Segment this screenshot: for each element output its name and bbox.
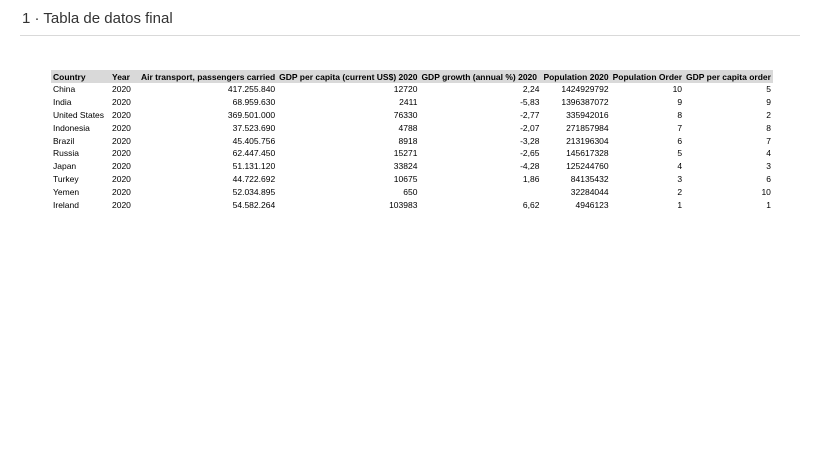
cell-country: Ireland [53, 199, 79, 210]
column-header-population-order: Population Order [612, 71, 683, 82]
cell-gdp-growth: 1,86 [522, 173, 540, 184]
cell-air-transport: 37.523.690 [232, 122, 276, 133]
cell-gdp-per-capita-order: 9 [766, 97, 771, 108]
cell-gdp-per-capita-order: 1 [766, 199, 771, 210]
cell-air-transport: 54.582.264 [232, 199, 276, 210]
cell-gdp-per-capita: 2411 [399, 97, 418, 108]
cell-country: India [53, 97, 72, 108]
cell-gdp-per-capita-order: 2 [766, 109, 771, 120]
cell-air-transport: 68.959.630 [232, 97, 276, 108]
cell-population-order: 3 [677, 173, 683, 184]
cell-gdp-per-capita: 76330 [393, 109, 418, 120]
cell-population-order: 4 [677, 161, 683, 172]
cell-country: Yemen [53, 186, 80, 197]
cell-air-transport: 52.034.895 [232, 186, 276, 197]
cell-population: 32284044 [570, 186, 609, 197]
cell-gdp-growth: -3,28 [520, 135, 540, 146]
cell-gdp-per-capita: 10675 [393, 173, 418, 184]
column-header-year: Year [110, 70, 139, 83]
cell-gdp-per-capita-order: 7 [766, 135, 771, 146]
table-row [51, 173, 773, 186]
column-header-country: Country [51, 70, 110, 83]
cell-population-order: 10 [672, 84, 683, 95]
cell-country: United States [53, 109, 105, 120]
cell-year: 2020 [112, 199, 131, 210]
column-header-gdp-per-capita: GDP per capita (current US$) 2020 [279, 71, 418, 82]
cell-gdp-per-capita-order: 3 [766, 161, 771, 172]
cell-gdp-per-capita: 8918 [398, 135, 418, 146]
column-header-population: Population 2020 [543, 71, 609, 82]
cell-gdp-per-capita-order: 4 [766, 148, 771, 159]
cell-year: 2020 [112, 173, 131, 184]
cell-gdp-per-capita: 15271 [393, 148, 418, 159]
column-header-gdp-growth: GDP growth (annual %) 2020 [419, 70, 541, 83]
cell-gdp-growth: 2,24 [522, 84, 540, 95]
cell-country: Indonesia [53, 122, 90, 133]
cell-country: Turkey [53, 173, 79, 184]
cell-year: 2020 [112, 186, 131, 197]
cell-population-order: 7 [677, 122, 683, 133]
cell-population-order: 6 [677, 135, 683, 146]
cell-population: 271857984 [566, 122, 609, 133]
cell-population: 1424929792 [561, 84, 609, 95]
column-header-air-transport: Air transport, passengers carried [141, 71, 276, 82]
cell-gdp-per-capita-order: 10 [761, 186, 771, 197]
cell-year: 2020 [112, 148, 131, 159]
cell-population: 84135432 [570, 173, 609, 184]
header-divider [20, 35, 800, 36]
table-row [51, 185, 773, 198]
cell-population: 125244760 [566, 161, 609, 172]
cell-air-transport: 45.405.756 [232, 135, 276, 146]
column-header-gdp-per-capita-order: GDP per capita order [686, 71, 771, 82]
table-row [51, 109, 773, 122]
cell-gdp-per-capita-order: 8 [766, 122, 771, 133]
table-row [51, 147, 773, 160]
cell-country: Brazil [53, 135, 75, 146]
table-row [51, 198, 773, 211]
cell-gdp-per-capita: 33824 [393, 161, 418, 172]
cell-year: 2020 [112, 122, 131, 133]
cell-gdp-growth: 6,62 [522, 199, 540, 210]
cell-year: 2020 [112, 135, 131, 146]
cell-gdp-growth: -2,65 [520, 148, 540, 159]
cell-population-order: 2 [677, 186, 683, 197]
cell-gdp-per-capita: 12720 [393, 84, 418, 95]
cell-air-transport: 44.722.692 [232, 173, 276, 184]
cell-air-transport: 51.131.120 [232, 161, 276, 172]
cell-gdp-growth: -2,07 [520, 122, 540, 133]
table-body [51, 83, 773, 211]
cell-population-order: 9 [677, 97, 683, 108]
cell-year: 2020 [112, 161, 131, 172]
cell-population-order: 8 [677, 109, 683, 120]
cell-population: 4946123 [575, 199, 609, 210]
table-row [51, 121, 773, 134]
cell-gdp-growth: -2,77 [520, 109, 540, 120]
table-row [51, 134, 773, 147]
cell-population-order: 5 [677, 148, 683, 159]
cell-gdp-per-capita: 4788 [398, 122, 418, 133]
cell-gdp-growth: -4,28 [520, 161, 540, 172]
cell-population: 335942016 [566, 109, 609, 120]
cell-air-transport: 369.501.000 [227, 109, 276, 120]
cell-gdp-per-capita: 103983 [389, 199, 418, 210]
table-row [51, 160, 773, 173]
cell-gdp-growth: -5,83 [520, 97, 540, 108]
cell-year: 2020 [112, 84, 131, 95]
cell-country: China [53, 84, 76, 95]
data-table [51, 70, 773, 211]
cell-gdp-per-capita: 650 [403, 186, 418, 197]
cell-gdp-per-capita-order: 6 [766, 173, 771, 184]
cell-country: Japan [53, 161, 77, 172]
page-title: 1 · Tabla de datos final [22, 10, 173, 27]
cell-population-order: 1 [677, 199, 683, 210]
cell-population: 213196304 [566, 135, 609, 146]
cell-year: 2020 [112, 109, 131, 120]
cell-gdp-growth [419, 185, 541, 198]
cell-air-transport: 417.255.840 [227, 84, 276, 95]
cell-gdp-per-capita-order: 5 [766, 84, 771, 95]
cell-population: 1396387072 [561, 97, 609, 108]
cell-population: 145617328 [566, 148, 609, 159]
cell-country: Russia [53, 148, 79, 159]
table-row [51, 96, 773, 109]
cell-air-transport: 62.447.450 [232, 148, 276, 159]
cell-year: 2020 [112, 97, 131, 108]
table-header-row [51, 70, 773, 83]
table-row [51, 83, 773, 96]
